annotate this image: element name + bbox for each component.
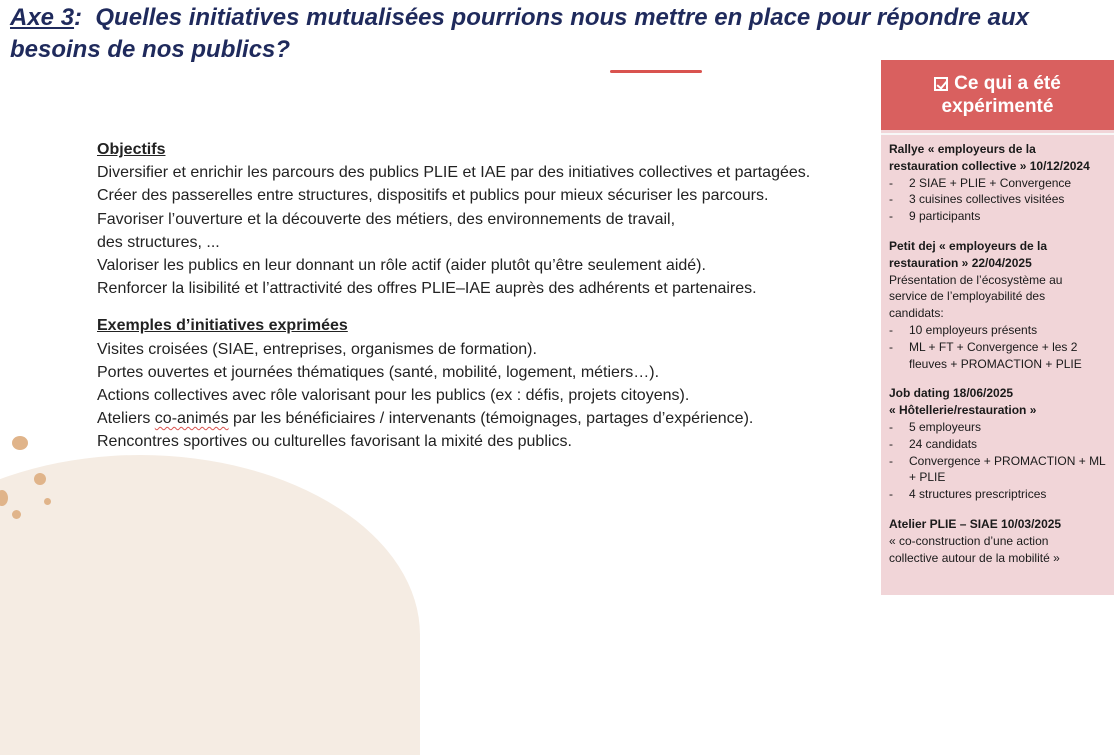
exemple-line-ateliers: [97, 407, 877, 430]
exemples-heading: Exemples d’initiatives exprimées: [97, 317, 348, 335]
experiment-block-petit-dej: [889, 238, 1106, 372]
spellcheck-word: co-animés: [154, 410, 229, 428]
experiment-block-atelier: [889, 516, 1106, 566]
experiment-bullet: - Convergence + PROMACTION + ML + PLIE: [889, 453, 1106, 487]
experimented-panel: [881, 60, 1114, 595]
experiment-bullet: - 3 cuisines collectives visitées: [889, 191, 1106, 208]
experiment-bullet: - 10 employeurs présents: [889, 322, 1106, 339]
decorative-dot: [44, 498, 51, 505]
objectif-line: Diversifier et enrichir les parcours des publics PLIE et IAE par des initiatives collectives et partagées.: [97, 164, 811, 182]
exemple-line: Portes ouvertes et journées thématiques (santé, mobilité, logement, métiers…).: [97, 363, 660, 381]
experiment-text: candidats:: [889, 306, 944, 321]
experiment-bullet: - 24 candidats: [889, 436, 1106, 453]
decorative-red-line: [610, 70, 702, 73]
title-axe-label: Axe 3: [10, 4, 75, 31]
decorative-background-shape: [0, 455, 420, 755]
objectif-line: des structures, ...: [97, 233, 220, 251]
exemple-line: Visites croisées (SIAE, entreprises, organismes de formation).: [97, 340, 537, 358]
experiment-title: restauration » 22/04/2025: [889, 255, 1032, 270]
experiment-bullet: - 2 SIAE + PLIE + Convergence: [889, 175, 1106, 192]
objectifs-heading: Objectifs: [97, 141, 166, 158]
atelier-prefix: Ateliers: [97, 410, 155, 428]
experiment-bullet: - 9 participants: [889, 208, 1106, 225]
panel-header: [881, 60, 1114, 130]
checkbox-icon: [934, 77, 948, 91]
experiment-title: Petit dej « employeurs de la: [889, 238, 1048, 253]
decorative-dot: [34, 473, 46, 485]
experiment-text: « co-construction d’une action: [889, 533, 1049, 548]
experiment-title: restauration collective » 10/12/2024: [889, 158, 1090, 173]
experiment-block-job-dating: [889, 385, 1106, 503]
objectif-line: Favoriser l’ouverture et la découverte des métiers, des environnements de travail,: [97, 210, 676, 228]
experiment-bullet: - ML + FT + Convergence + les 2 fleuves + PROMACTION + PLIE: [889, 339, 1106, 373]
title-question: Quelles initiatives mutualisées pourrions nous mettre en place pour répondre aux besoins de nos publics?: [10, 4, 1029, 63]
title-separator: :: [74, 4, 83, 31]
experiment-text: service de l’employabilité des: [889, 289, 1046, 304]
experiment-title: « Hôtellerie/restauration »: [889, 403, 1037, 418]
experiment-title: Atelier PLIE – SIAE 10/03/2025: [889, 516, 1062, 531]
experiment-bullet: - 4 structures prescriptrices: [889, 486, 1106, 503]
objectif-line: Valoriser les publics en leur donnant un rôle actif (aider plutôt qu’être seulement aidé).: [97, 257, 706, 275]
experiment-block-rallye: [889, 141, 1106, 225]
experiment-title: Job dating 18/06/2025: [889, 386, 1014, 401]
objectif-line: Créer des passerelles entre structures, dispositifs et publics pour mieux sécuriser les parcours.: [97, 187, 769, 205]
decorative-dot: [12, 436, 28, 450]
slide-title: [10, 2, 1090, 66]
experiment-bullet: - 5 employeurs: [889, 419, 1106, 436]
experiment-text: collective autour de la mobilité »: [889, 550, 1060, 565]
panel-body: [881, 135, 1114, 566]
panel-header-line2: expérimenté: [941, 96, 1054, 117]
objectif-line: Renforcer la lisibilité et l’attractivité des offres PLIE–IAE auprès des adhérents et partenaires.: [97, 280, 757, 298]
experiment-text: Présentation de l’écosystème au: [889, 272, 1063, 287]
panel-header-line1: Ce qui a été: [954, 73, 1061, 94]
atelier-rest: par les bénéficiaires / intervenants (témoignages, partages d’expérience).: [228, 410, 754, 428]
decorative-dot: [12, 510, 21, 519]
experiment-title: Rallye « employeurs de la: [889, 142, 1036, 156]
main-content: [97, 138, 877, 454]
exemple-line: Actions collectives avec rôle valorisant pour les publics (ex : défis, projets citoyens).: [97, 387, 690, 405]
exemple-line: Rencontres sportives ou culturelles favorisant la mixité des publics.: [97, 433, 572, 451]
